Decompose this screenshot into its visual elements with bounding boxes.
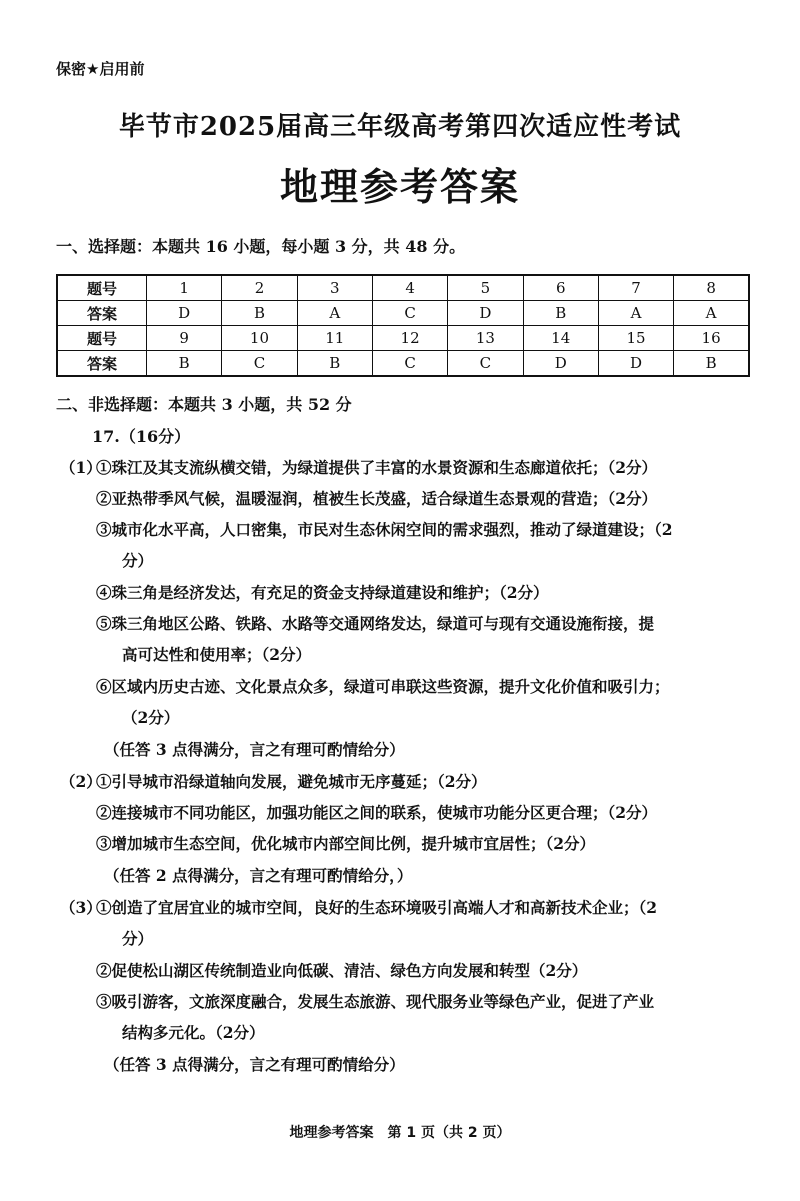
answer-cell: B: [674, 351, 749, 377]
question-number: 15: [598, 326, 673, 351]
table-row: [57, 301, 749, 326]
answer-line: 分）: [122, 551, 154, 570]
answer-cell: B: [523, 301, 598, 326]
answer-line: ③吸引游客，文旅深度融合，发展生态旅游、现代服务业等绿色产业，促进了产业: [96, 992, 655, 1011]
answer-line: ②促使松山湖区传统制造业向低碳、清洁、绿色方向发展和转型（2分）: [96, 961, 588, 980]
question-number: 9: [147, 326, 222, 351]
answer-cell: A: [674, 301, 749, 326]
scoring-note: （任答 2 点得满分，言之有理可酌情给分，）: [104, 866, 413, 885]
question-number: 16: [674, 326, 749, 351]
question-number: 6: [523, 275, 598, 301]
answer-cell: D: [448, 301, 523, 326]
answer-line: ④珠三角是经济发达，有充足的资金支持绿道建设和维护；（2分）: [96, 583, 549, 602]
answer-line: 结构多元化。（2分）: [122, 1023, 265, 1042]
part-1-number: （1）: [60, 458, 102, 477]
row-label-num: 题号: [57, 326, 147, 351]
row-label-num: 题号: [57, 275, 147, 301]
answer-line: ①创造了宜居宜业的城市空间，良好的生态环境吸引高端人才和高新技术企业；（2: [96, 898, 658, 917]
scoring-note: （任答 3 点得满分，言之有理可酌情给分）: [104, 1055, 405, 1074]
answer-cell: A: [297, 301, 372, 326]
answer-line: ③城市化水平高，人口密集，市民对生态休闲空间的需求强烈，推动了绿道建设；（2: [96, 520, 673, 539]
answer-line: ②亚热带季风气候，温暖湿润，植被生长茂盛，适合绿道生态景观的营造；（2分）: [96, 489, 658, 508]
answer-table: [56, 274, 750, 377]
answer-cell: C: [372, 351, 447, 377]
answer-line: ⑥区域内历史古迹、文化景点众多，绿道可串联这些资源，提升文化价值和吸引力；: [96, 677, 670, 696]
answer-line: ②连接城市不同功能区，加强功能区之间的联系，使城市功能分区更合理；（2分）: [96, 803, 658, 822]
table-row: [57, 351, 749, 377]
answer-line: ①珠江及其支流纵横交错，为绿道提供了丰富的水景资源和生态廊道依托；（2分）: [96, 458, 658, 477]
page-footer: 地理参考答案 第 1 页（共 2 页）: [289, 1125, 511, 1141]
question-number: 14: [523, 326, 598, 351]
answer-line: 高可达性和使用率；（2分）: [122, 645, 312, 664]
answer-cell: B: [297, 351, 372, 377]
section1-heading: 一、选择题：本题共 16 小题，每小题 3 分，共 48 分。: [56, 237, 466, 256]
answer-line: ③增加城市生态空间，优化城市内部空间比例，提升城市宜居性；（2分）: [96, 834, 596, 853]
question-number: 5: [448, 275, 523, 301]
answer-line: ①引导城市沿绿道轴向发展，避免城市无序蔓延；（2分）: [96, 772, 487, 791]
answer-cell: D: [523, 351, 598, 377]
part-3-number: （3）: [60, 898, 102, 917]
answer-cell: D: [147, 301, 222, 326]
table-row: [57, 275, 749, 301]
answer-cell: D: [598, 351, 673, 377]
page-title: 地理参考答案: [279, 164, 520, 209]
question-number: 11: [297, 326, 372, 351]
answer-cell: B: [222, 301, 297, 326]
question-number: 12: [372, 326, 447, 351]
answer-cell: C: [372, 301, 447, 326]
part-2-number: （2）: [60, 772, 102, 791]
answer-line: 分）: [122, 929, 154, 948]
confidential-label: 保密★启用前: [56, 60, 145, 78]
answer-cell: C: [222, 351, 297, 377]
question-number: 13: [448, 326, 523, 351]
exam-title: 毕节市2025届高三年级高考第四次适应性考试: [118, 112, 682, 142]
question-number: 3: [297, 275, 372, 301]
question-number: 7: [598, 275, 673, 301]
answer-cell: C: [448, 351, 523, 377]
answer-cell: B: [147, 351, 222, 377]
question-number: 1: [147, 275, 222, 301]
question-number: 10: [222, 326, 297, 351]
question-17-title: 17.（16分）: [92, 427, 191, 446]
scoring-note: （任答 3 点得满分，言之有理可酌情给分）: [104, 740, 405, 759]
answer-cell: A: [598, 301, 673, 326]
table-row: [57, 326, 749, 351]
question-number: 4: [372, 275, 447, 301]
question-number: 2: [222, 275, 297, 301]
section2-heading: 二、非选择题：本题共 3 小题，共 52 分: [56, 395, 352, 414]
answer-line: （2分）: [122, 708, 180, 727]
answer-line: ⑤珠三角地区公路、铁路、水路等交通网络发达，绿道可与现有交通设施衔接，提: [96, 614, 655, 633]
question-number: 8: [674, 275, 749, 301]
row-label-answer: 答案: [57, 301, 147, 326]
row-label-answer: 答案: [57, 351, 147, 377]
